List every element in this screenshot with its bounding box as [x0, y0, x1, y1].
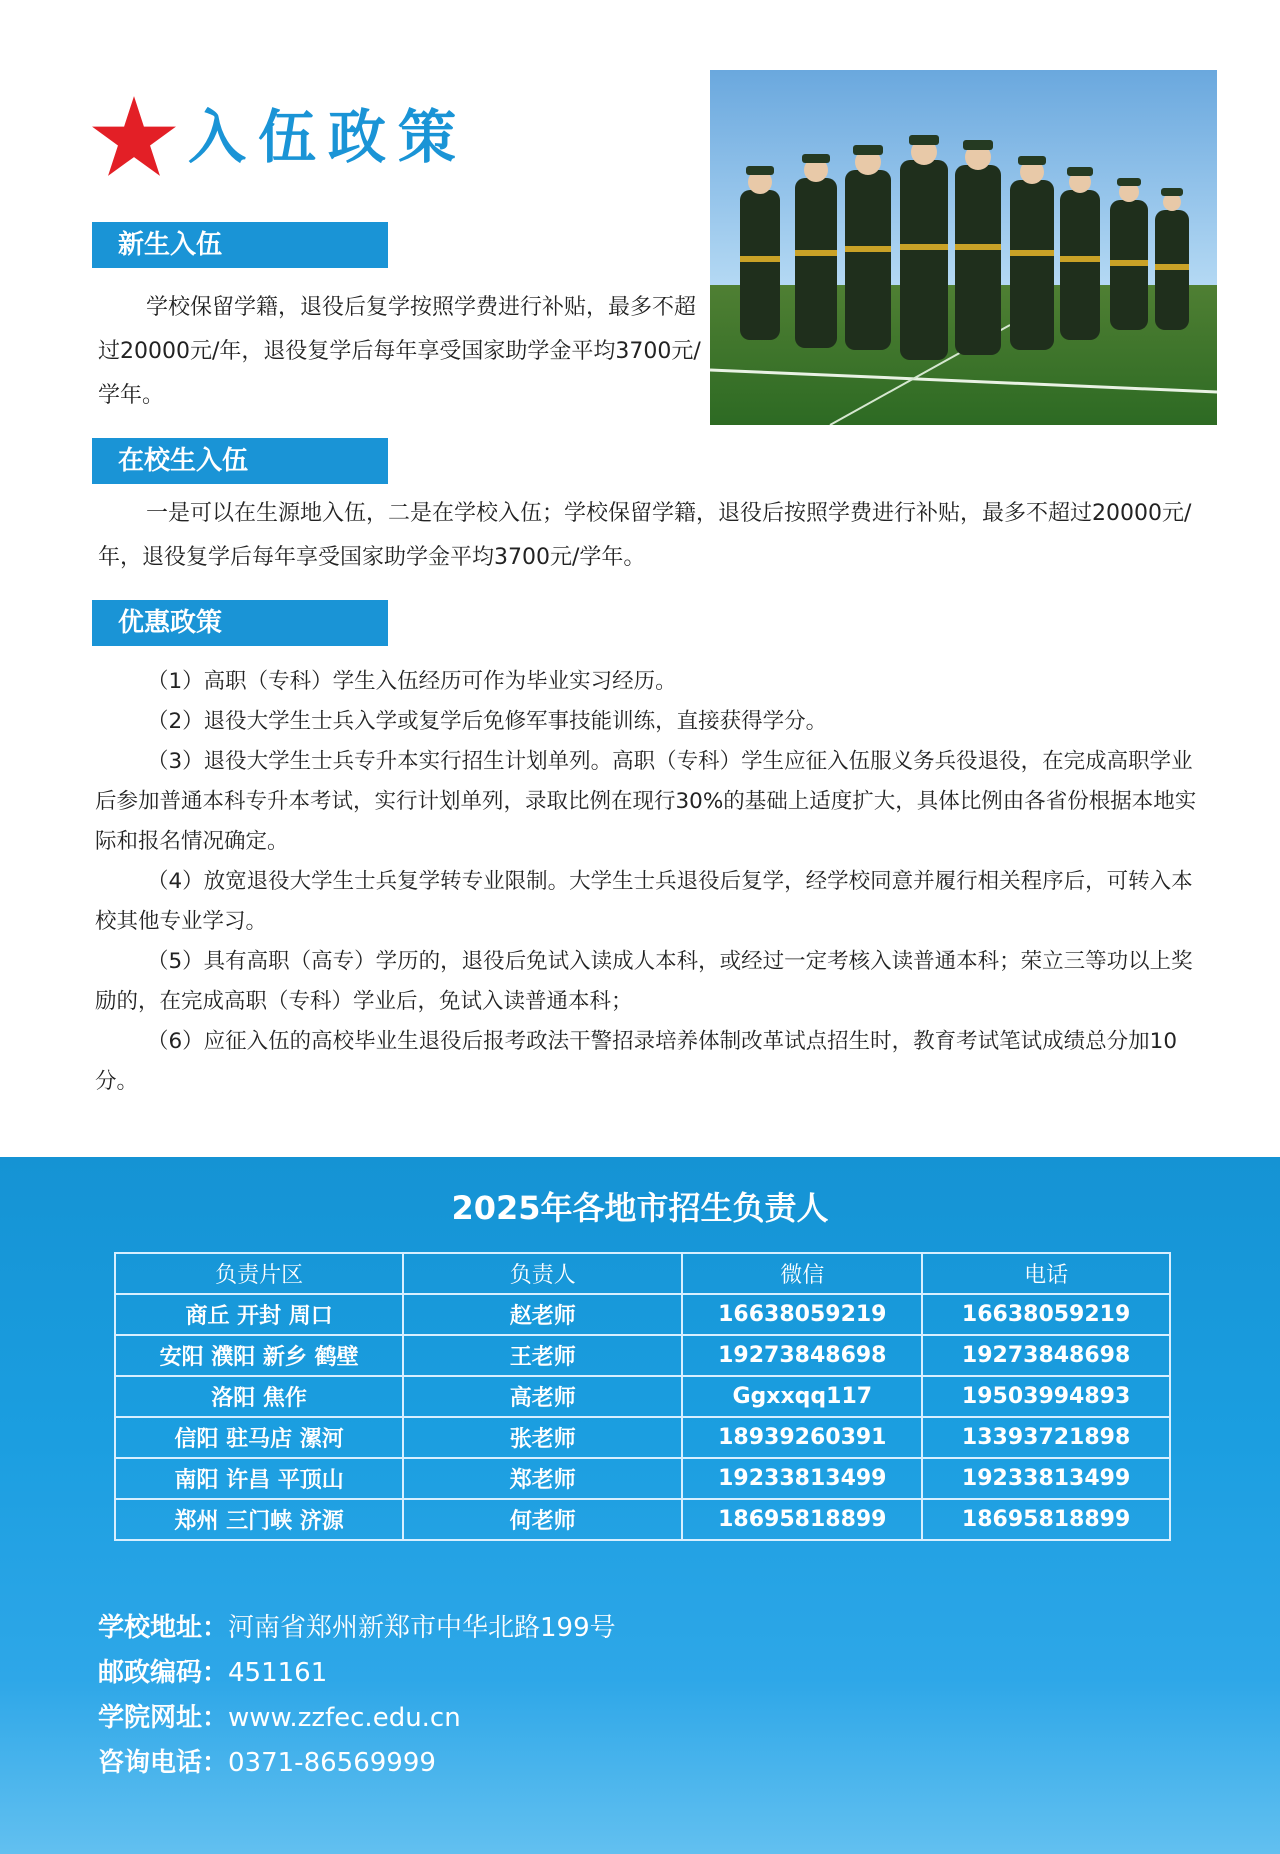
wechat-cell: Ggxxqq117 — [682, 1376, 922, 1417]
column-header-contact-person: 负责人 — [403, 1253, 682, 1294]
contact-person-cell: 赵老师 — [403, 1294, 682, 1335]
current-student-policy-text: 一是可以在生源地入伍，二是在学校入伍；学校保留学籍，退役后按照学费进行补贴，最多不超过20000元/年，退役复学后每年享受国家助学金平均3700元/学年。 — [98, 501, 1192, 570]
freshman-policy-text: 学校保留学籍，退役后复学按照学费进行补贴，最多不超过20000元/年，退役复学后每年享受国家助学金平均3700元/学年。 — [98, 295, 701, 408]
benefit-item-3: （3）退役大学生士兵专升本实行招生计划单列。高职（专科）学生应征入伍服义务兵役退役，在完成高职学业后参加普通本科专升本考试，实行计划单列，录取比例在现行30%的基础上适度扩大，具体比例由各省份根据本地实际和报名情况确定。 — [95, 749, 1197, 854]
school-website — [98, 1698, 461, 1738]
phone-cell: 13393721898 — [922, 1417, 1170, 1458]
column-header-wechat: 微信 — [682, 1253, 922, 1294]
table-row — [115, 1417, 1170, 1458]
wechat-cell: 19273848698 — [682, 1335, 922, 1376]
wechat-cell: 18939260391 — [682, 1417, 922, 1458]
phone-value: 0371-86569999 — [228, 1748, 436, 1778]
region-cell: 郑州 三门峡 济源 — [115, 1499, 403, 1540]
contact-person-cell: 郑老师 — [403, 1458, 682, 1499]
website-link[interactable]: www.zzfec.edu.cn — [228, 1703, 461, 1733]
contacts-table-title: 2025年各地市招生负责人 — [451, 1189, 829, 1227]
phone-cell: 19233813499 — [922, 1458, 1170, 1499]
soldiers-saluting-photo — [710, 70, 1217, 425]
table-header-row — [115, 1253, 1170, 1294]
benefit-item-2: （2）退役大学生士兵入学或复学后免修军事技能训练，直接获得学分。 — [147, 709, 828, 734]
region-cell: 商丘 开封 周口 — [115, 1294, 403, 1335]
wechat-cell: 16638059219 — [682, 1294, 922, 1335]
benefit-item-1: （1）高职（专科）学生入伍经历可作为毕业实习经历。 — [147, 669, 677, 694]
phone-cell: 18695818899 — [922, 1499, 1170, 1540]
red-star-icon — [92, 96, 176, 176]
page-title: 入伍政策 — [188, 103, 469, 171]
phone-cell: 19273848698 — [922, 1335, 1170, 1376]
table-row — [115, 1499, 1170, 1540]
region-cell: 信阳 驻马店 漯河 — [115, 1417, 403, 1458]
address-label: 学校地址： — [98, 1613, 229, 1643]
contact-person-cell: 王老师 — [403, 1335, 682, 1376]
table-row — [115, 1294, 1170, 1335]
address-value: 河南省郑州新郑市中华北路199号 — [228, 1613, 616, 1643]
contact-person-cell: 高老师 — [403, 1376, 682, 1417]
column-header-phone: 电话 — [922, 1253, 1170, 1294]
phone-cell: 19503994893 — [922, 1376, 1170, 1417]
region-cell: 南阳 许昌 平顶山 — [115, 1458, 403, 1499]
region-cell: 洛阳 焦作 — [115, 1376, 403, 1417]
section-label-current-students: 在校生入伍 — [92, 438, 388, 484]
postcode-label: 邮政编码： — [98, 1658, 229, 1688]
contact-person-cell: 张老师 — [403, 1417, 682, 1458]
benefit-item-4: （4）放宽退役大学生士兵复学转专业限制。大学生士兵退役后复学，经学校同意并履行相关程序后，可转入本校其他专业学习。 — [95, 869, 1193, 934]
column-header-region: 负责片区 — [115, 1253, 403, 1294]
benefit-item-5: （5）具有高职（高专）学历的，退役后免试入读成人本科，或经过一定考核入读普通本科；荣立三等功以上奖励的，在完成高职（专科）学业后，免试入读普通本科； — [95, 949, 1193, 1014]
school-postcode — [98, 1653, 327, 1693]
wechat-cell: 19233813499 — [682, 1458, 922, 1499]
section-label-benefits: 优惠政策 — [92, 600, 388, 646]
school-phone — [98, 1743, 436, 1783]
table-row — [115, 1458, 1170, 1499]
school-address — [98, 1608, 616, 1648]
section-label-freshman: 新生入伍 — [92, 222, 388, 268]
region-cell: 安阳 濮阳 新乡 鹤壁 — [115, 1335, 403, 1376]
phone-cell: 16638059219 — [922, 1294, 1170, 1335]
postcode-value: 451161 — [228, 1658, 328, 1688]
benefit-item-6: （6）应征入伍的高校毕业生退役后报考政法干警招录培养体制改革试点招生时，教育考试笔试成绩总分加10分。 — [95, 1029, 1178, 1094]
contact-person-cell: 何老师 — [403, 1499, 682, 1540]
table-row — [115, 1376, 1170, 1417]
wechat-cell: 18695818899 — [682, 1499, 922, 1540]
phone-label: 咨询电话： — [98, 1748, 229, 1778]
website-label: 学院网址： — [98, 1703, 229, 1733]
table-row — [115, 1335, 1170, 1376]
contacts-table — [114, 1252, 1171, 1541]
